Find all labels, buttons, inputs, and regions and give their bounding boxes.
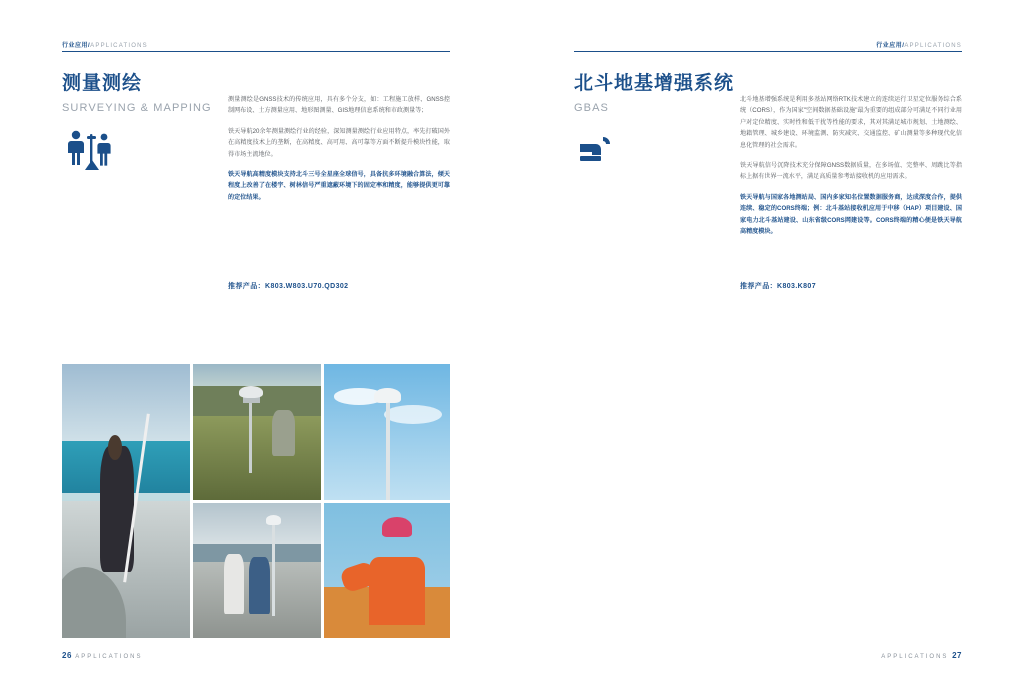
page-number-left: 26 xyxy=(62,651,72,660)
headline-right xyxy=(574,72,764,114)
running-head-rule-left xyxy=(62,51,450,52)
photo-gnss-receiver-in-grass xyxy=(193,364,321,500)
photo-grid-left xyxy=(62,364,450,638)
footer-left xyxy=(62,651,142,660)
footer-label-right: APPLICATIONS xyxy=(881,654,949,660)
recommended-products-left xyxy=(228,281,348,291)
paragraph: 铁天导航信号沉降技术充分保障GNSS数据质量，在多场值、完整率、周跳比等指标上据有世界一流水平，满足高质量参考站接收机的应用需求。 xyxy=(740,162,962,181)
body-column-right xyxy=(740,94,962,246)
running-head-cn: 行业应用/ xyxy=(876,43,905,49)
footer-label-left: APPLICATIONS xyxy=(75,654,143,660)
surveyor-pictogram-icon xyxy=(60,128,120,172)
running-head-left xyxy=(62,40,148,49)
page-title-cn-left: 测量测绘 xyxy=(62,73,143,94)
paragraph: 铁天导航20余年测量测绘行业的经验，深知测量测绘行业应用特点，率先打破国外在高精度技术上的垄断，在高精度、高可用、高可靠等方面不断提升模块性能，取得市场主流地位。 xyxy=(228,127,450,158)
photo-shoreline-surveyor xyxy=(62,364,190,638)
recommended-label: 推荐产品： xyxy=(740,283,777,290)
page-title-en-right: GBAS xyxy=(574,102,609,114)
footer-right xyxy=(881,651,962,660)
page-number-right: 27 xyxy=(952,651,962,660)
photo-worker-orange-vest xyxy=(324,503,450,638)
recommended-value: K803.W803.U70.QD302 xyxy=(265,283,349,290)
page-title-en-left: SURVEYING & MAPPING xyxy=(62,102,212,114)
running-head-en: APPLICATIONS xyxy=(904,43,962,49)
paragraph-accent: 铁天导航高精度模块支持北斗三号全星座全球信号，具备抗多环境融合算法，倾天程度上改善了在楼宇、树林信号严重遮蔽环境下的固定率和精度，能够提供更可靠的定位结果。 xyxy=(228,171,450,201)
paragraph: 北斗地基增强系统是利用多基站网络RTK技术建立的连续运行卫星定位服务综合系统（CORS），作为国家"空间数据基础设施"最为重要的组成部分可满足不同行业用户对定位精度、实时性和低干扰等性能的要求，其对其满足城市规划、土地测绘、地籍管理、城乡建设、环境监测、防灾减灾、交通监控、矿山测量等多种现代化信息化管理的社会需求。 xyxy=(740,96,962,149)
photo-antenna-blue-sky xyxy=(324,364,450,500)
recommended-value: K803.K807 xyxy=(777,283,817,290)
paragraph: 测量测绘是GNSS技术的传统应用，具有多个分支，如：工程施工放样、GNSS控制网布设、土方测量应用、地形图测量、GIS地理信息系统和市政测量等； xyxy=(228,96,450,115)
page-title-cn-right: 北斗地基增强系统 xyxy=(574,73,735,94)
recommended-products-right xyxy=(740,281,816,291)
running-head-cn: 行业应用/ xyxy=(62,43,91,49)
page-right xyxy=(512,0,1024,688)
running-head-rule-right xyxy=(574,51,962,52)
headline-left xyxy=(62,72,252,114)
paragraph-accent: 铁天导航与国家各地测站局、国内多家知名位置数据服务商，达成深度合作，提供连续、稳定的CORS终端；例：北斗基站接收机应用于中移（HAP）项目建设、国家电力北斗基站建设、山东省级CORS网建设等。CORS终端的精心便是铁天导航高精度模块。 xyxy=(740,193,962,236)
running-head-en: APPLICATIONS xyxy=(90,43,148,49)
body-column-left xyxy=(228,94,450,212)
recommended-label: 推荐产品： xyxy=(228,283,265,290)
running-head-right xyxy=(876,40,962,49)
photo-breakwater-survey-team xyxy=(193,503,321,638)
base-station-pictogram-icon xyxy=(572,128,632,172)
